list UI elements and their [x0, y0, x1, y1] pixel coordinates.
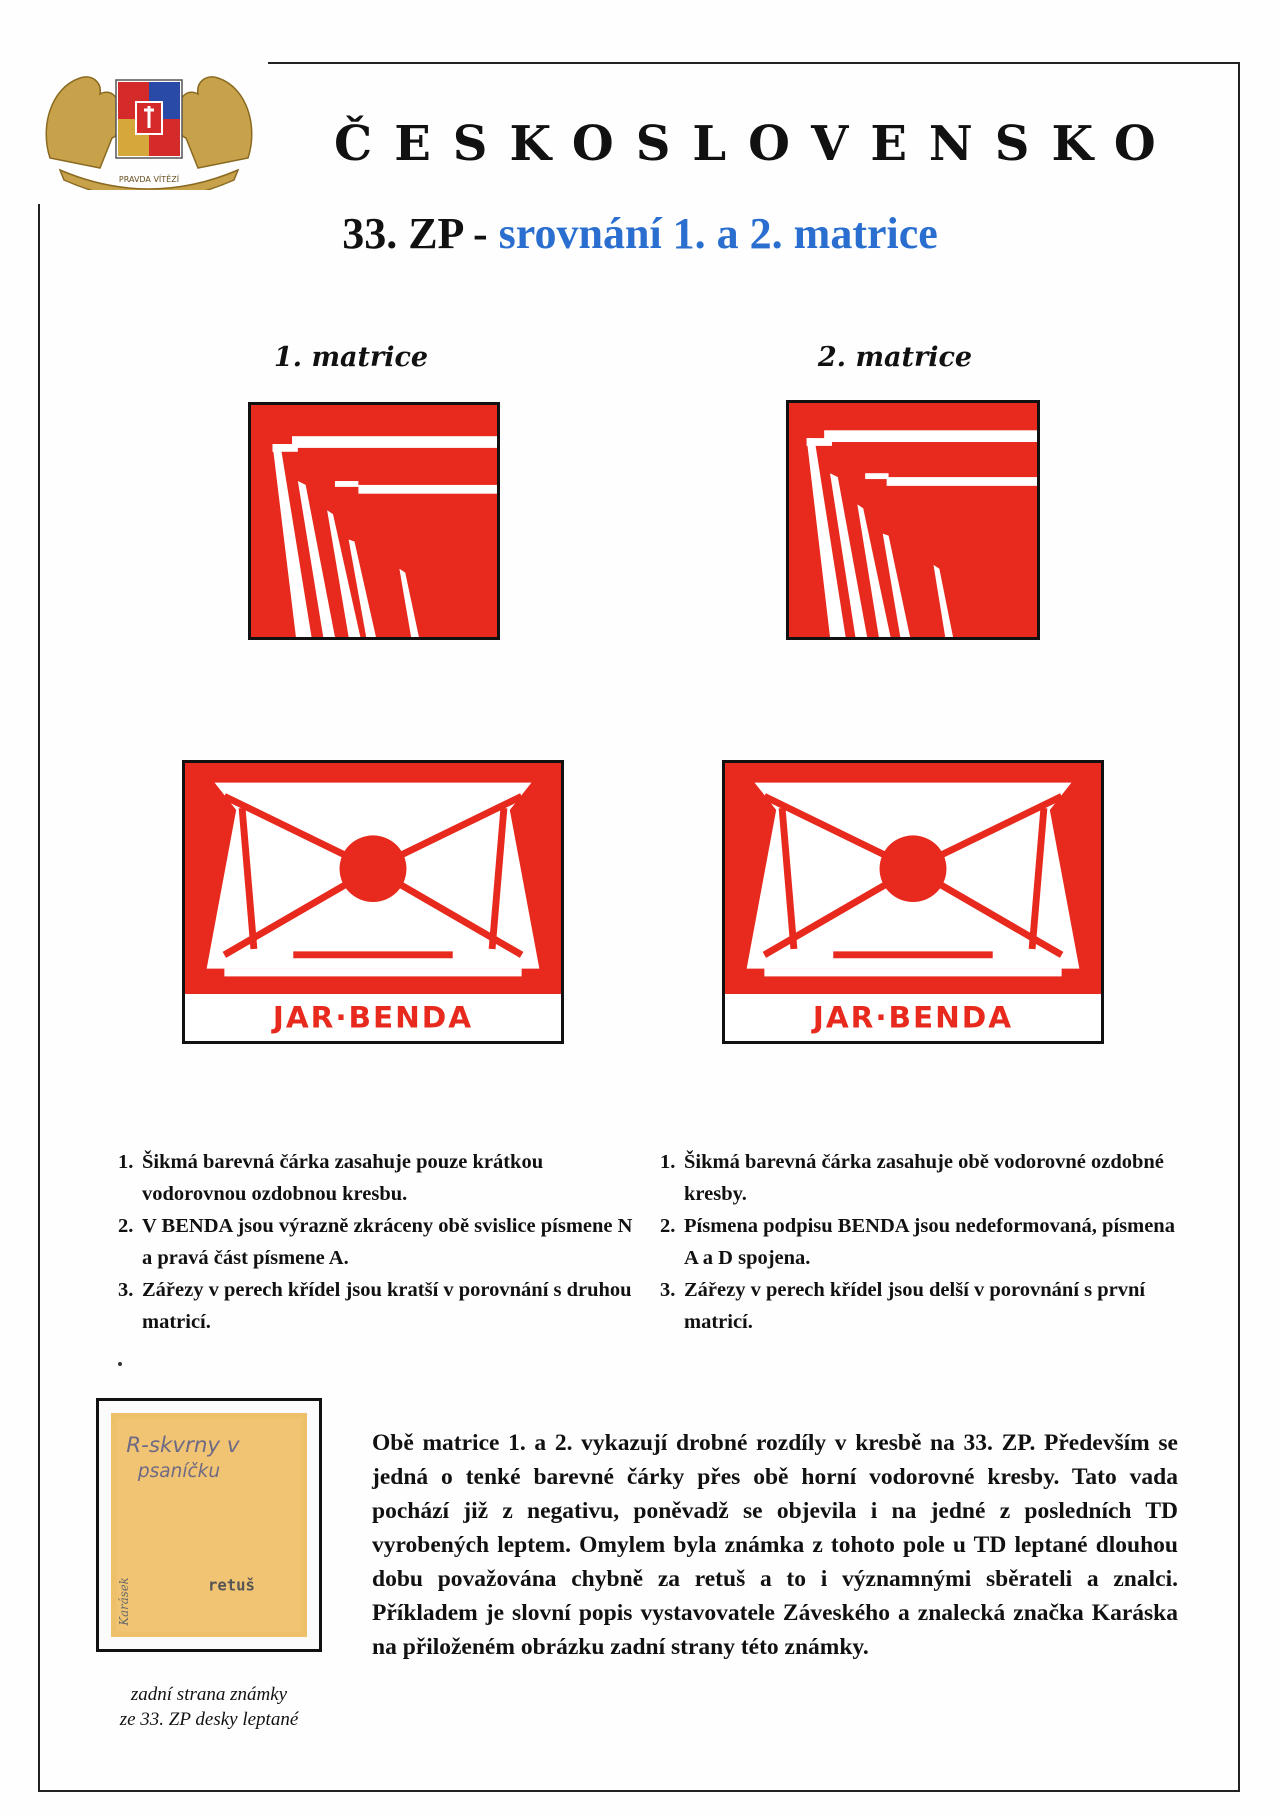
matrix-1-label: 1. matrice — [273, 342, 429, 373]
list-item: 2. Písmena podpisu BENDA jsou nedeformovaná, písmena A a D spojena. — [660, 1215, 1175, 1269]
matrix-1-envelope-detail — [182, 760, 564, 1044]
stray-dot — [118, 1362, 122, 1366]
motto-text: PRAVDA VÍTĚZÍ — [118, 175, 180, 184]
coat-of-arms — [30, 58, 268, 190]
retus-mark: retuš — [208, 1576, 255, 1595]
list-item: 1. Šikmá barevná čárka zasahuje obě vodorovné ozdobné kresby. — [660, 1151, 1164, 1205]
matrix-2-corner-detail — [786, 400, 1040, 640]
list-item: 3. Zářezy v perech křídel jsou delší v porovnání s první matricí. — [660, 1279, 1146, 1333]
matrix-2-label: 2. matrice — [817, 342, 973, 373]
list-item: 3. Zářezy v perech křídel jsou kratší v porovnání s druhou matricí. — [118, 1279, 632, 1333]
description-paragraph: Obě matrice 1. a 2. vykazují drobné rozdíly v kresbě na 33. ZP. Především se jedná o tenké barevné čárky přes obě horní vodorovné kresby. Tato vada pochází již z negativu, poněvadž se objevila i na jedné z posledních TD vyrobených leptem. Omylem byla známka z tohoto pole u TD leptané dlouhou dobu považována chybně za retuš a to i významnými sběrateli a znalci. Příkladem je slovní popis vystavovatele Záveského a znalecká značka Karáska na přiloženém obrázku zadní strany této známky. — [372, 1430, 1178, 1660]
signature-left-text: JAR·BENDA — [272, 1000, 474, 1035]
stamp-back-image — [96, 1398, 322, 1652]
subtitle-prefix: 33. ZP - — [342, 209, 488, 258]
matrix-1-notes — [118, 1146, 638, 1338]
handwriting-line-1: R-skvrny v — [126, 1432, 240, 1458]
handwriting-line-2: psaníčku — [137, 1461, 221, 1483]
matrix-1-corner-detail — [248, 402, 500, 640]
list-item: 1. Šikmá barevná čárka zasahuje pouze krátkou vodorovnou ozdobnou kresbu. — [118, 1151, 544, 1205]
subtitle-highlight: srovnání 1. a 2. matrice — [498, 209, 938, 258]
matrix-2-envelope-detail — [722, 760, 1104, 1044]
expert-signature: Karásek — [117, 1577, 132, 1626]
stamp-back-caption: zadní strana známky ze 33. ZP desky leptané — [119, 1684, 299, 1730]
country-title: ČESKOSLOVENSKO — [334, 116, 1178, 172]
signature-right-text: JAR·BENDA — [812, 1000, 1014, 1035]
matrix-2-notes — [660, 1146, 1180, 1338]
list-item: 2. V BENDA jsou výrazně zkráceny obě svislice písmene N a pravá část písmene A. — [118, 1215, 633, 1269]
page-subtitle — [0, 208, 1280, 259]
